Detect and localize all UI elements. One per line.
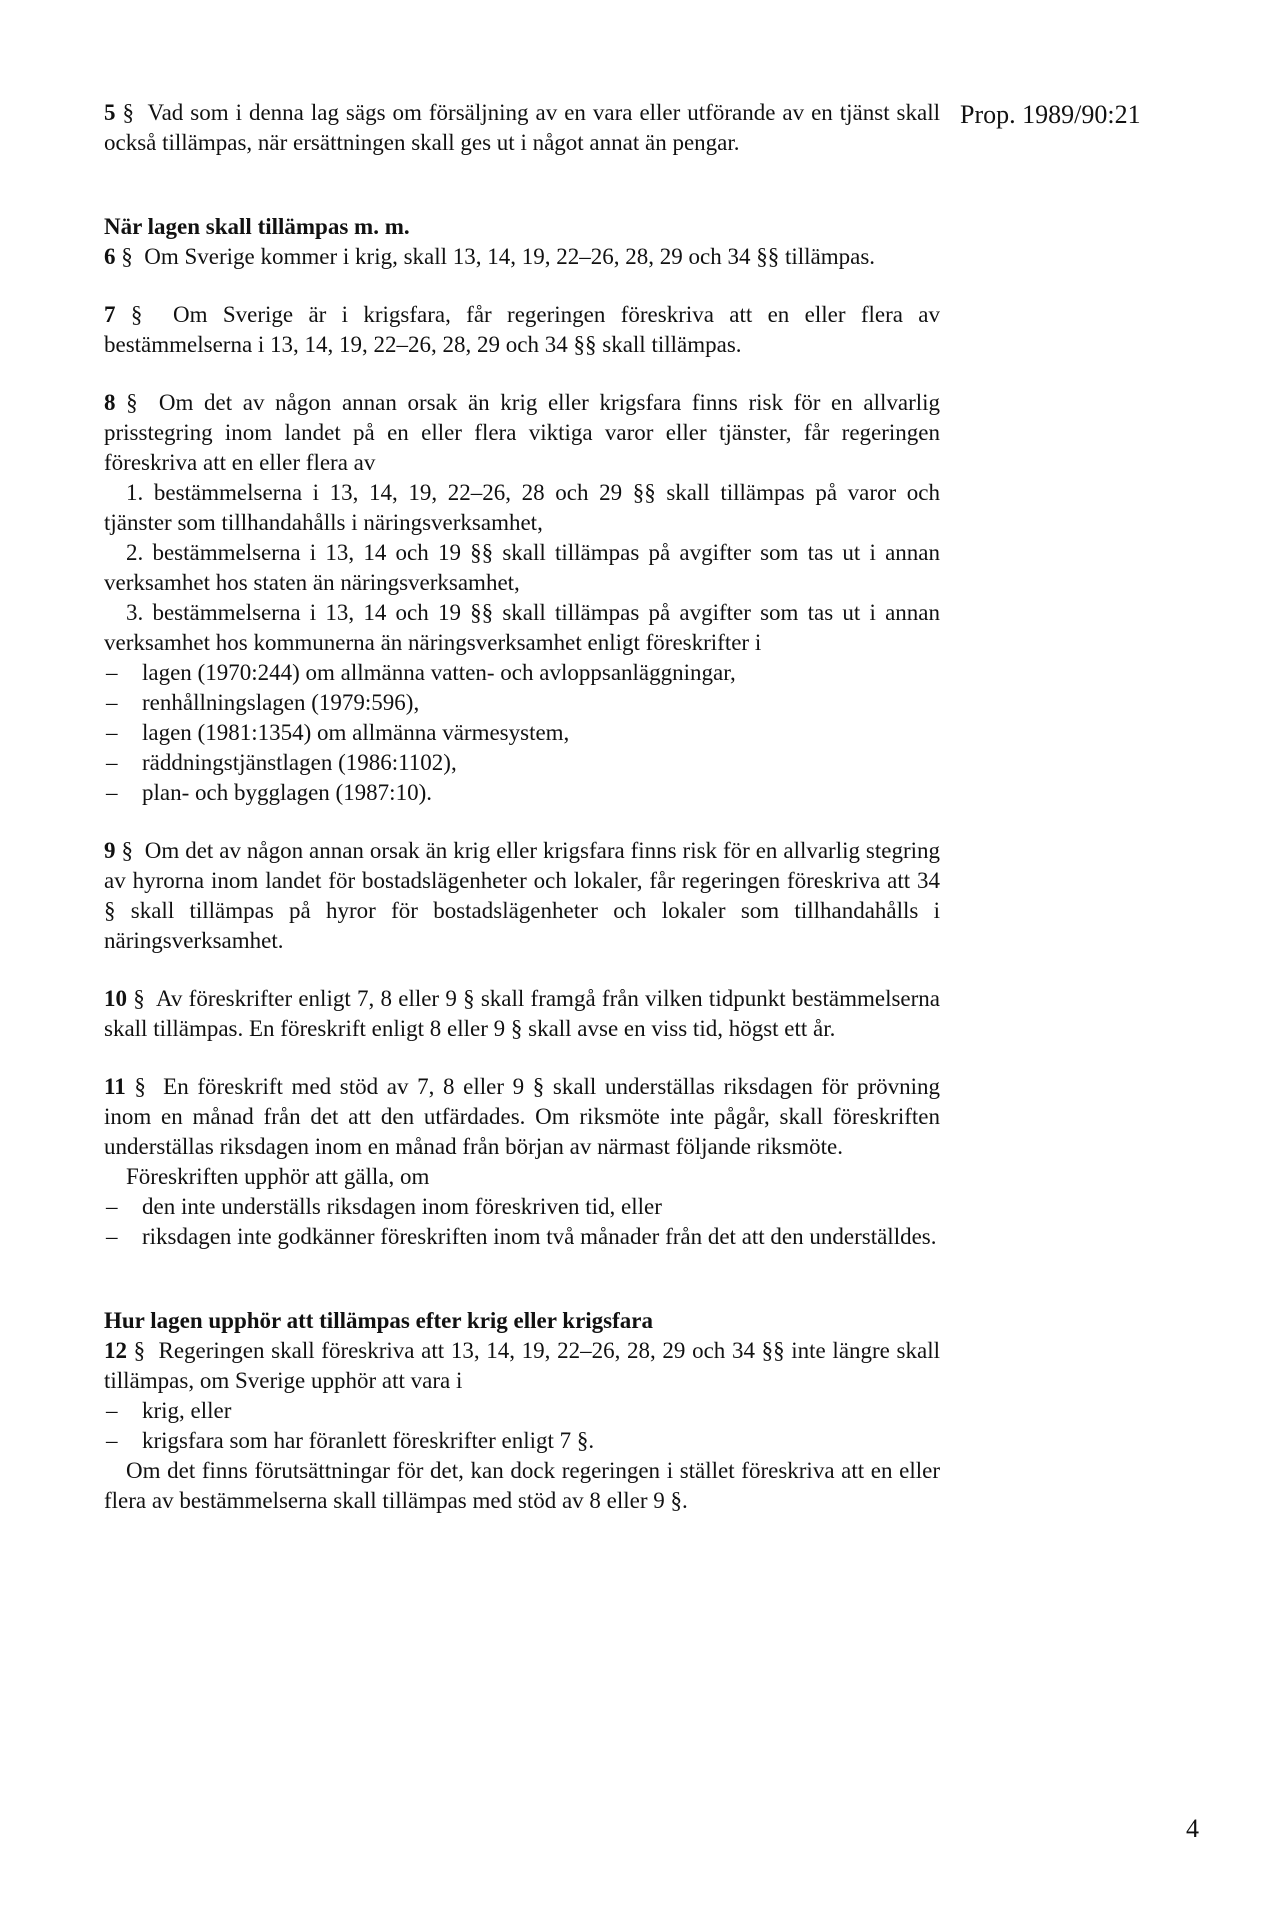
section-number: 8: [104, 390, 116, 415]
section-sign: §: [121, 244, 133, 269]
section-5: [104, 98, 940, 158]
section-number: 10: [104, 986, 127, 1011]
section-number: 11: [104, 1074, 126, 1099]
section-8: [104, 388, 940, 478]
section-text: En föreskrift med stöd av 7, 8 eller 9 § skall underställas riksdagen för prövning inom en månad från det att den utfärdades. Om riksmöte inte pågår, skall föreskriften underställas riksdagen inom en månad från början av närmast följande riksmöte.: [104, 1074, 941, 1159]
section-8-point-3: 3. bestämmelserna i 13, 14 och 19 §§ skall tillämpas på avgifter som tas ut i annan verksamhet hos kommunerna än näringsverksamhet enligt föreskrifter i: [104, 600, 940, 655]
section-text: Om det av någon annan orsak än krig eller krigsfara finns risk för en allvarlig prisstegring inom landet på en eller flera viktiga varor eller tjänster, får regeringen föreskriva att en eller flera av: [104, 390, 941, 475]
list-item: – renhållningslagen (1979:596),: [106, 690, 420, 715]
section-8-law-list: [104, 658, 940, 808]
section-number: 6: [104, 244, 116, 269]
list-item: – lagen (1970:244) om allmänna vatten- och avloppsanläggningar,: [106, 660, 736, 685]
section-sign: §: [122, 100, 134, 125]
section-sign: §: [133, 986, 145, 1011]
page-number: 4: [1186, 1814, 1199, 1843]
section-12-condition-list: [104, 1396, 940, 1456]
section-6: [104, 242, 940, 272]
section-number: 12: [104, 1338, 127, 1363]
heading-how-law-ceases: Hur lagen upphör att tillämpas efter krig eller krigsfara: [104, 1308, 653, 1333]
section-text: Om det av någon annan orsak än krig eller krigsfara finns risk för en allvarlig stegring av hyrorna inom landet för bostadslägenheter och lokaler, får regeringen föreskriva att 34 § skall tillämpas på hyror för bostadslägenheter och lokaler som tillhandahålls i näringsverksamhet.: [104, 838, 941, 953]
list-item: – räddningstjänstlagen (1986:1102),: [106, 750, 457, 775]
section-text: Om Sverige är i krigsfara, får regeringen föreskriva att en eller flera av bestämmelserna i 13, 14, 19, 22–26, 28, 29 och 34 §§ skall tillämpas.: [104, 302, 941, 357]
section-sign: §: [121, 838, 133, 863]
section-sign: §: [133, 1338, 146, 1363]
section-10: [104, 984, 940, 1044]
section-text: Om Sverige kommer i krig, skall 13, 14, 19, 22–26, 28, 29 och 34 §§ tillämpas.: [144, 244, 876, 269]
section-11-condition-list: [104, 1192, 940, 1252]
list-item: – krig, eller: [106, 1398, 232, 1423]
section-number: 9: [104, 838, 116, 863]
section-8-point-2: 2. bestämmelserna i 13, 14 och 19 §§ skall tillämpas på avgifter som tas ut i annan verksamhet hos staten än näringsverksamhet,: [104, 540, 940, 595]
section-number: 5: [104, 100, 116, 125]
section-8-point-1: 1. bestämmelserna i 13, 14, 19, 22–26, 28 och 29 §§ skall tillämpas på varor och tjänster som tillhandahålls i näringsverksamhet,: [104, 480, 940, 535]
section-12: [104, 1336, 940, 1396]
section-text: Av föreskrifter enligt 7, 8 eller 9 § skall framgå från vilken tidpunkt bestämmelserna skall tillämpas. En föreskrift enligt 8 eller 9 § skall avse en viss tid, högst ett år.: [104, 986, 941, 1041]
section-sign: §: [130, 302, 143, 327]
list-item: – riksdagen inte godkänner föreskriften inom två månader från det att den underställdes.: [106, 1224, 937, 1249]
section-sign: §: [126, 390, 138, 415]
section-9: [104, 836, 940, 956]
section-7: [104, 300, 940, 360]
section-11-paragraph-2: Föreskriften upphör att gälla, om: [126, 1164, 430, 1189]
section-text: Regeringen skall föreskriva att 13, 14, 19, 22–26, 28, 29 och 34 §§ inte längre skall tillämpas, om Sverige upphör att vara i: [104, 1338, 940, 1393]
list-item: – plan- och bygglagen (1987:10).: [106, 780, 432, 805]
list-item: – krigsfara som har föranlett föreskrifter enligt 7 §.: [106, 1428, 595, 1453]
section-12-paragraph-2: Om det finns förutsättningar för det, kan dock regeringen i stället föreskriva att en eller flera av bestämmelserna skall tillämpas med stöd av 8 eller 9 §.: [104, 1458, 940, 1513]
section-text: Vad som i denna lag sägs om försäljning av en vara eller utförande av en tjänst skall också tillämpas, när ersättningen skall ges ut i något annat än pengar.: [104, 100, 941, 155]
section-sign: §: [134, 1074, 146, 1099]
section-number: 7: [104, 302, 116, 327]
list-item: – den inte underställs riksdagen inom föreskriven tid, eller: [106, 1194, 662, 1219]
proposition-reference: Prop. 1989/90:21: [960, 100, 1141, 129]
law-text-column: [104, 98, 940, 1516]
heading-when-law-applies: När lagen skall tillämpas m. m.: [104, 214, 410, 239]
list-item: – lagen (1981:1354) om allmänna värmesystem,: [106, 720, 570, 745]
section-11: [104, 1072, 940, 1162]
